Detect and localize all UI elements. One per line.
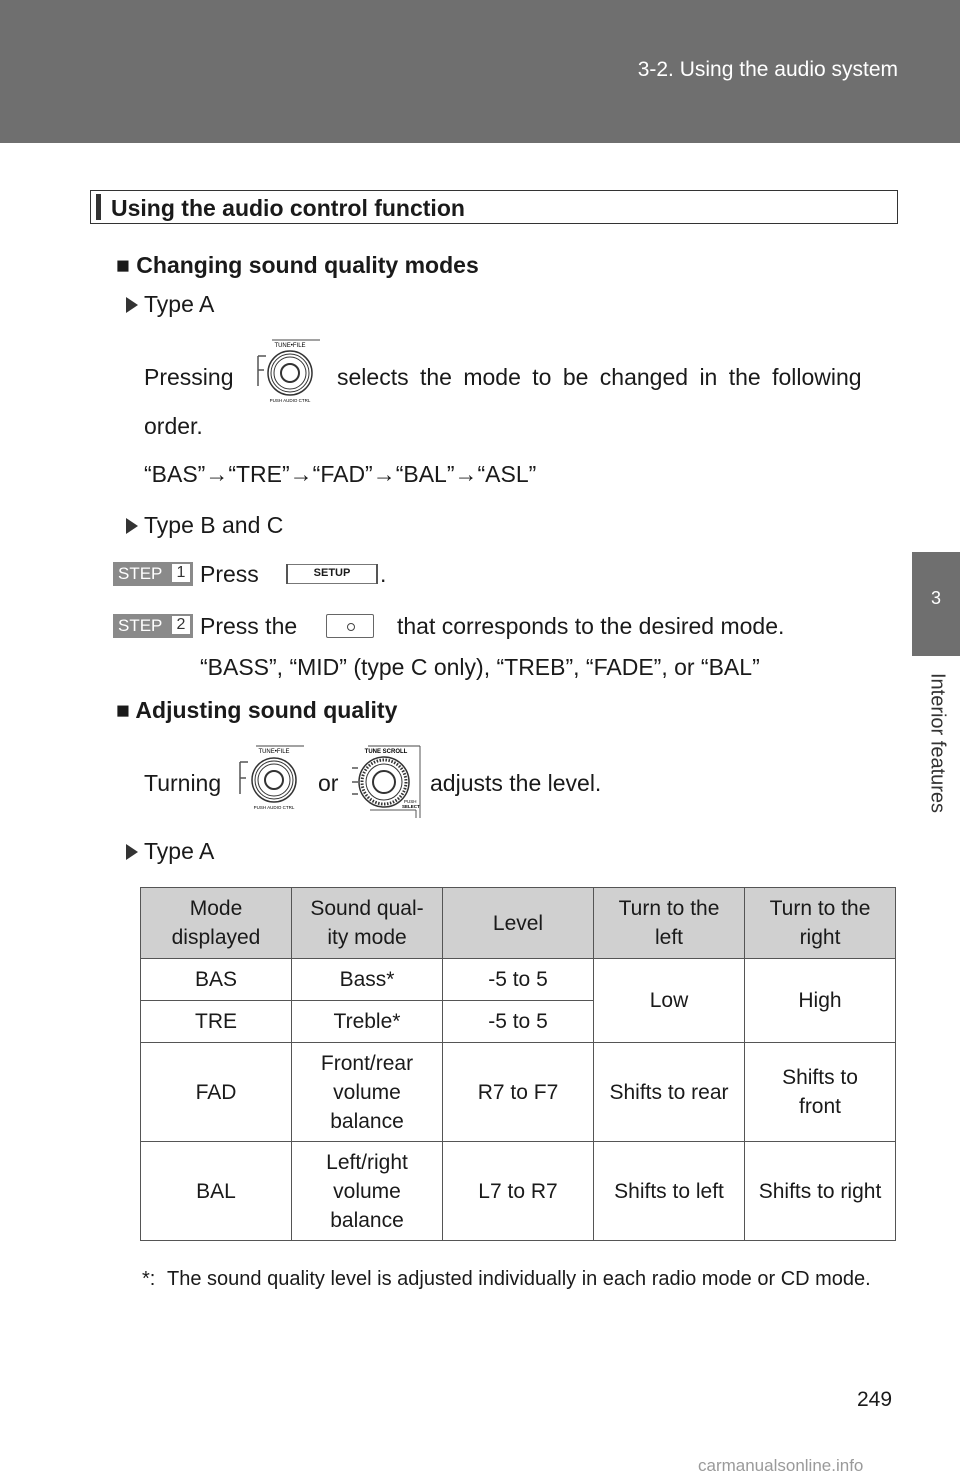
pressing-post-text: selects the mode to be changed in the following — [337, 364, 862, 390]
watermark: carmanualsonline.info — [698, 1456, 864, 1475]
pointer-arrow-icon — [126, 518, 138, 534]
tune-scroll-knob-icon — [346, 744, 422, 818]
table-cell: L7 to R7 — [443, 1142, 594, 1241]
mode-sequence: “BAS”→“TRE”→“FAD”→“BAL”→“ASL” — [144, 461, 537, 487]
table-row — [141, 1142, 896, 1241]
tune-file-knob-icon — [250, 336, 326, 404]
or-text: or — [318, 770, 339, 796]
step-1-press: Press — [200, 561, 259, 587]
type-a-label: Type A — [144, 291, 215, 317]
turning-text: Turning — [144, 770, 222, 796]
table-cell: Treble* — [292, 1001, 443, 1043]
step-1-period: . — [380, 561, 387, 587]
type-a-item-2 — [126, 838, 214, 865]
section-title-box — [90, 190, 898, 224]
table-cell: Left/right volume balance — [292, 1142, 443, 1241]
step-1-number: 1 — [172, 564, 190, 582]
table-cell: Low — [594, 959, 745, 1043]
table-cell: R7 to F7 — [443, 1043, 594, 1142]
table-cell: Bass* — [292, 959, 443, 1001]
changing-heading: ■ Changing sound quality modes — [116, 252, 479, 278]
table-header-cell: Turn to the right — [745, 888, 896, 959]
table-cell: Shifts to left — [594, 1142, 745, 1241]
type-bc-label: Type B and C — [144, 512, 284, 538]
step-1-badge — [113, 562, 193, 586]
adjusts-text: adjusts the level. — [430, 770, 602, 796]
table-header-row — [141, 888, 896, 959]
setup-button-icon — [286, 564, 378, 584]
type-bc-item — [126, 512, 283, 539]
table-row — [141, 1043, 896, 1142]
chapter-tab — [912, 552, 960, 656]
knob-b-top-label: TUNE SCROLL — [364, 749, 408, 755]
step-2-press: Press the — [200, 613, 298, 639]
type-a-item — [126, 291, 214, 318]
chapter-number: 3 — [930, 588, 941, 608]
table-header-cell: Mode displayed — [141, 888, 292, 959]
step-2-post: that corresponds to the desired mode. — [397, 613, 785, 639]
table-cell: TRE — [141, 1001, 292, 1043]
table-cell: Shifts to right — [745, 1142, 896, 1241]
table-cell: -5 to 5 — [443, 1001, 594, 1043]
tune-file-knob-icon — [232, 744, 308, 812]
mode-button-icon — [326, 614, 374, 638]
chapter-label-text: Interior features — [926, 672, 949, 814]
pointer-arrow-icon — [126, 297, 138, 313]
footnote-text: The sound quality level is adjusted individually in each radio mode or CD mode. — [167, 1268, 871, 1290]
section-title: Using the audio control function — [111, 195, 465, 221]
table-cell: Shifts to rear — [594, 1043, 745, 1142]
table-header-cell: Level — [443, 888, 594, 959]
chapter-label — [922, 658, 952, 828]
sound-quality-table — [140, 887, 896, 1241]
table-cell: Shifts to front — [745, 1043, 896, 1142]
pressing-text: Pressing — [144, 364, 234, 390]
knob-a-bottom-label: PUSH AUDIO CTRL — [253, 805, 295, 810]
step-2-badge — [113, 614, 193, 638]
step-2-number: 2 — [172, 616, 190, 634]
table-row — [141, 959, 896, 1001]
footnote — [142, 1264, 894, 1294]
knob-b-bottom-label-2: SELECT — [402, 804, 420, 809]
step-2-modes: “BASS”, “MID” (type C only), “TREB”, “FADE”, or “BAL” — [200, 654, 760, 680]
step-2-label: STEP — [118, 616, 163, 635]
step-1-label: STEP — [118, 564, 163, 583]
table-cell: -5 to 5 — [443, 959, 594, 1001]
table-cell: High — [745, 959, 896, 1043]
table-cell: BAL — [141, 1142, 292, 1241]
pointer-arrow-icon — [126, 844, 138, 860]
knob-a-top-label: TUNE•FILE — [274, 343, 306, 349]
adjusting-heading: ■ Adjusting sound quality — [116, 697, 398, 723]
table-header-cell: Turn to the left — [594, 888, 745, 959]
table-header-cell: Sound qual- ity mode — [292, 888, 443, 959]
type-a-label-2: Type A — [144, 838, 215, 864]
page-number: 249 — [857, 1388, 893, 1411]
footnote-mark: *: — [142, 1268, 156, 1290]
page-header — [0, 0, 960, 143]
table-cell: Front/rear volume balance — [292, 1043, 443, 1142]
header-title: 3-2. Using the audio system — [637, 58, 898, 81]
table-cell: BAS — [141, 959, 292, 1001]
order-text: order. — [144, 413, 203, 439]
knob-b-bottom-label-1: PUSH — [404, 799, 417, 804]
knob-a-bottom-label: PUSH AUDIO CTRL — [269, 398, 311, 403]
knob-a-top-label: TUNE•FILE — [258, 749, 290, 755]
setup-button-label: SETUP — [313, 567, 351, 579]
table-cell: FAD — [141, 1043, 292, 1142]
